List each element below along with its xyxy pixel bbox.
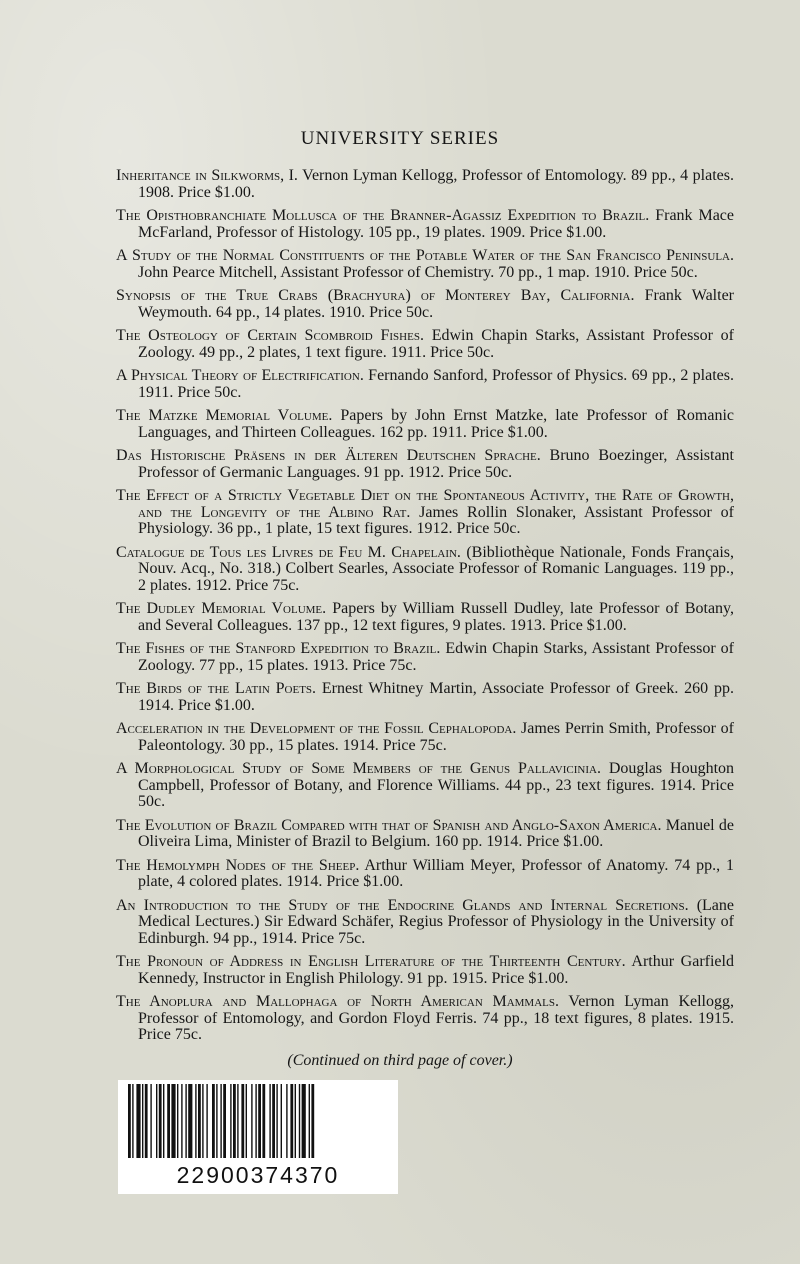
- barcode-bar: [159, 1084, 162, 1158]
- barcode-bar: [150, 1084, 151, 1158]
- barcode-bar: [128, 1084, 131, 1158]
- publication-details: Manuel de Oliveira Lima, Minister of Brazil to Belgium. 160 pp. 1914. Price $1.00.: [138, 816, 734, 850]
- publication-details: Douglas Houghton Campbell, Professor of Botany, and Florence Williams. 44 pp., 23 text figures. 1914. Price 50c.: [138, 760, 735, 810]
- barcode-bar: [230, 1084, 231, 1158]
- publication-title: Inheritance in Silkworms, I.: [116, 167, 298, 184]
- publication-title: Acceleration in the Development of the Fossil Cephalopoda.: [116, 720, 517, 737]
- publication-entry: [116, 208, 734, 241]
- publication-details: Papers by William Russell Dudley, late Professor of Botany, and Several Colleagues. 137 pp., 12 text figures, 9 plates. 1913. Price $1.00.: [138, 600, 735, 634]
- publication-details: Ernest Whitney Martin, Associate Professor of Greek. 260 pp. 1914. Price $1.00.: [138, 680, 735, 714]
- publication-entry: [116, 721, 734, 754]
- publication-entry: [116, 545, 734, 595]
- barcode-bar: [198, 1084, 201, 1158]
- barcode-bar: [269, 1084, 270, 1158]
- barcode-bar: [167, 1084, 170, 1158]
- barcode-bar: [145, 1084, 148, 1158]
- barcode-bar: [262, 1084, 265, 1158]
- publication-details: John Pearce Mitchell, Assistant Professor of Chemistry. 70 pp., 1 map. 1910. Price 50c.: [138, 263, 698, 281]
- barcode-bar: [276, 1084, 277, 1158]
- barcode-bar: [258, 1084, 261, 1158]
- publication-title: The Evolution of Brazil Compared with that of Spanish and Anglo-Saxon America.: [116, 816, 662, 834]
- publication-entry: [116, 681, 734, 714]
- barcode-bar: [136, 1084, 140, 1158]
- publication-list: [116, 168, 734, 1051]
- barcode-bar: [237, 1084, 238, 1158]
- publication-details: Edwin Chapin Starks, Assistant Professor of Zoology. 49 pp., 2 plates, 1 text figure. 1911. Price 50c.: [138, 327, 734, 361]
- barcode-bar: [272, 1084, 275, 1158]
- barcode-number: 22900374370: [176, 1162, 340, 1188]
- barcode-bar: [311, 1084, 314, 1158]
- publication-entry: [116, 898, 734, 948]
- publication-title: The Fishes of the Stanford Expedition to Brazil.: [116, 640, 441, 657]
- publication-entry: [116, 994, 734, 1044]
- publication-details: (Bibliothèque Nationale, Fonds Français, Nouv. Acq., No. 318.) Colbert Searles, Associate Professor of Romanic Languages. 119 pp., 2 plates. 1912. Price 75c.: [138, 543, 734, 594]
- publication-entry: [116, 761, 734, 811]
- publication-title: The Pronoun of Address in English Literature of the Thirteenth Century.: [116, 953, 626, 970]
- publication-entry: [116, 328, 734, 361]
- publication-title: The Dudley Memorial Volume.: [116, 600, 327, 617]
- barcode-bar: [281, 1084, 282, 1158]
- publication-entry: [116, 368, 734, 401]
- publication-entry: [116, 488, 734, 538]
- barcode-bar: [309, 1084, 310, 1158]
- barcode-bar: [255, 1084, 256, 1158]
- publication-title: Catalogue de Tous les Livres de Feu M. Chapelain.: [116, 543, 461, 561]
- publication-title: The Matzke Memorial Volume.: [116, 407, 333, 424]
- barcode-bar: [181, 1084, 182, 1158]
- barcode-bar: [246, 1084, 247, 1158]
- barcode-bar: [251, 1084, 252, 1158]
- barcode-bar: [185, 1084, 186, 1158]
- barcode-bar: [286, 1084, 287, 1158]
- publication-title: The Opisthobranchiate Mollusca of the Branner-Agassiz Expedition to Brazil.: [116, 207, 650, 224]
- barcode-bar: [295, 1084, 296, 1158]
- barcode-bar: [223, 1084, 226, 1158]
- publication-details: Arthur Garfield Kennedy, Instructor in English Philology. 91 pp. 1915. Price $1.00.: [138, 953, 734, 987]
- publication-details: (Lane Medical Lectures.) Sir Edward Schäfer, Regius Professor of Physiology in the University of Edinburgh. 94 pp., 1914. Price 75c.: [138, 896, 735, 947]
- barcode-bar: [195, 1084, 196, 1158]
- publication-title: The Birds of the Latin Poets.: [116, 680, 317, 697]
- barcode-bar: [241, 1084, 244, 1158]
- barcode-icon: [128, 1084, 386, 1158]
- barcode-bar: [302, 1084, 306, 1158]
- barcode-bar: [220, 1084, 221, 1158]
- barcode-bar: [290, 1084, 293, 1158]
- publication-title: Synopsis of the True Crabs (Brachyura) of Monterey Bay, California.: [116, 287, 635, 304]
- barcode-bar: [163, 1084, 164, 1158]
- barcode-bar: [156, 1084, 157, 1158]
- barcode-bar: [188, 1084, 192, 1158]
- publication-title: A Study of the Normal Constituents of the Potable Water of the San Francisco Peninsula.: [116, 247, 734, 264]
- publication-details: Fernando Sanford, Professor of Physics. 69 pp., 2 plates. 1911. Price 50c.: [138, 367, 734, 401]
- barcode-bar: [132, 1084, 133, 1158]
- series-heading: UNIVERSITY SERIES: [300, 128, 500, 149]
- publication-entry: [116, 954, 734, 987]
- publication-details: Vernon Lyman Kellogg, Professor of Entomology, and Gordon Floyd Ferris. 74 pp., 18 text figures, 8 plates. 1915. Price 75c.: [138, 993, 734, 1043]
- barcode-bar: [171, 1084, 175, 1158]
- publication-entry: [116, 408, 734, 441]
- barcode-bar: [233, 1084, 236, 1158]
- barcode-bar: [212, 1084, 215, 1158]
- publication-entry: [116, 288, 734, 321]
- publication-title: A Morphological Study of Some Members of the Genus Pallavicinia.: [116, 760, 601, 777]
- publication-entry: [116, 168, 734, 201]
- publication-entry: [116, 818, 734, 851]
- publication-details: James Perrin Smith, Professor of Paleontology. 30 pp., 15 plates. 1914. Price 75c.: [138, 720, 735, 754]
- barcode-bar: [202, 1084, 203, 1158]
- barcode-bar: [206, 1084, 207, 1158]
- publication-title: A Physical Theory of Electrification.: [116, 367, 364, 384]
- barcode-bar: [216, 1084, 217, 1158]
- publication-details: Papers by John Ernst Matzke, late Professor of Romanic Languages, and Thirteen Colleagues. 162 pp. 1911. Price $1.00.: [138, 407, 734, 441]
- publication-title: The Osteology of Certain Scombroid Fishes.: [116, 327, 424, 344]
- publication-title: The Effect of a Strictly Vegetable Diet on the Spontaneous Activity, the Rate of Growth, and the Longevity of the Albino Rat.: [116, 487, 734, 521]
- publication-title: The Anoplura and Mallophaga of North American Mammals.: [116, 993, 559, 1010]
- publication-entry: [116, 858, 734, 891]
- publication-details: Frank Mace McFarland, Professor of Histology. 105 pp., 19 plates. 1909. Price $1.00.: [138, 207, 735, 241]
- publication-title: Das Historische Präsens in der Älteren Deutschen Sprache.: [116, 447, 541, 464]
- publication-title: The Hemolymph Nodes of the Sheep.: [116, 856, 360, 874]
- publication-entry: [116, 601, 734, 634]
- publication-details: Bruno Boezinger, Assistant Professor of Germanic Languages. 91 pp. 1912. Price 50c.: [138, 447, 735, 481]
- barcode-bar: [177, 1084, 178, 1158]
- publication-details: Edwin Chapin Starks, Assistant Professor of Zoology. 77 pp., 15 plates. 1913. Price 75c.: [138, 640, 734, 674]
- publication-entry: [116, 248, 734, 281]
- publication-details: James Rollin Slonaker, Assistant Professor of Physiology. 36 pp., 1 plate, 15 text figures. 1912. Price 50c.: [138, 503, 735, 537]
- continued-note: (Continued on third page of cover.): [287, 1052, 513, 1069]
- barcode-bar: [299, 1084, 300, 1158]
- publication-title: An Introduction to the Study of the Endocrine Glands and Internal Secretions.: [116, 896, 689, 914]
- barcode-bar: [142, 1084, 143, 1158]
- publication-details: Vernon Lyman Kellogg, Professor of Entomology. 89 pp., 4 plates. 1908. Price $1.00.: [138, 167, 734, 201]
- publication-details: Arthur William Meyer, Professor of Anatomy. 74 pp., 1 plate, 4 colored plates. 1914. Price $1.00.: [138, 856, 734, 890]
- library-barcode: [118, 1080, 398, 1194]
- publication-entry: [116, 641, 734, 674]
- publication-entry: [116, 448, 734, 481]
- publication-details: Frank Walter Weymouth. 64 pp., 14 plates. 1910. Price 50c.: [138, 287, 735, 321]
